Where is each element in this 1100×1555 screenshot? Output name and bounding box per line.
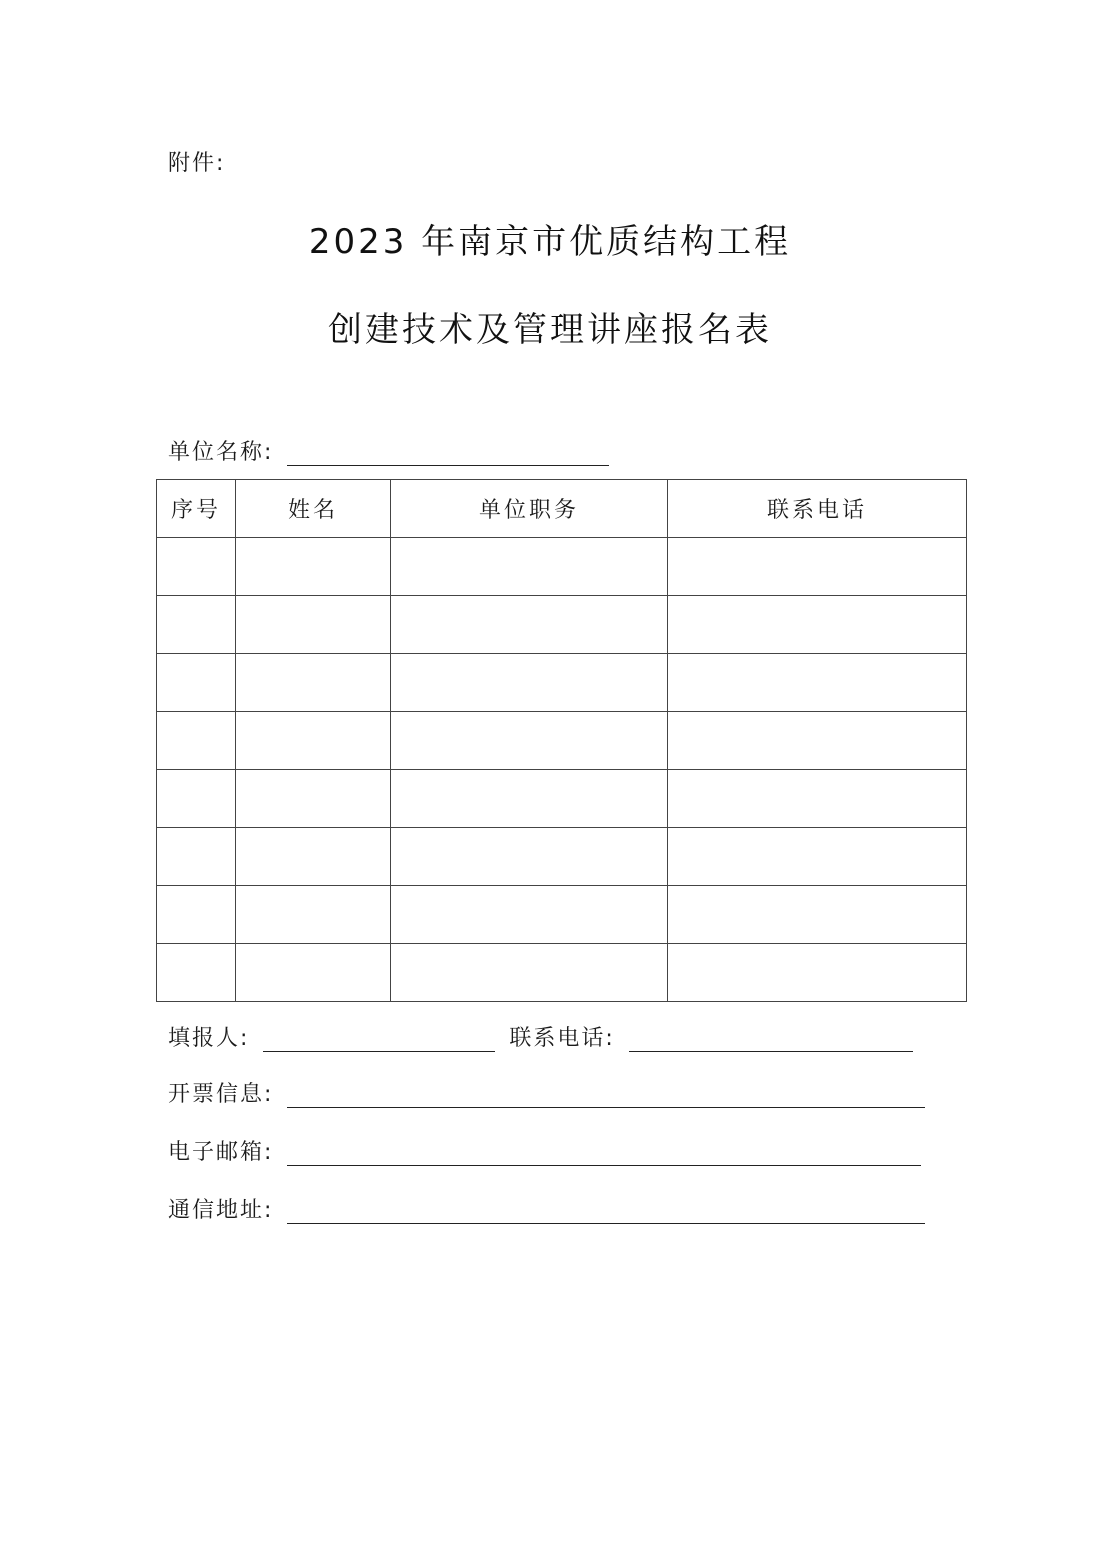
invoice-field (168, 1074, 925, 1108)
cell-name[interactable] (236, 596, 391, 654)
table-row (157, 770, 967, 828)
cell-unit-position[interactable] (391, 712, 668, 770)
cell-serial-number[interactable] (157, 828, 236, 886)
cell-serial-number[interactable] (157, 770, 236, 828)
form-title-line-1: 2023 年南京市优质结构工程 (308, 222, 792, 262)
cell-serial-number[interactable] (157, 712, 236, 770)
cell-name[interactable] (236, 944, 391, 1002)
email-blank[interactable] (287, 1135, 921, 1166)
cell-contact-phone[interactable] (668, 944, 967, 1002)
table-row (157, 596, 967, 654)
table-row (157, 654, 967, 712)
table-row (157, 712, 967, 770)
header-contact-phone: 联系电话 (668, 480, 967, 538)
cell-unit-position[interactable] (391, 538, 668, 596)
header-serial-number: 序号 (157, 480, 236, 538)
header-name: 姓名 (236, 480, 391, 538)
address-label: 通信地址: (168, 1198, 274, 1223)
cell-unit-position[interactable] (391, 596, 668, 654)
cell-unit-position[interactable] (391, 944, 668, 1002)
phone-blank[interactable] (629, 1021, 913, 1052)
table-row (157, 886, 967, 944)
header-unit-position: 单位职务 (391, 480, 668, 538)
cell-name[interactable] (236, 538, 391, 596)
attachment-label: 附件: (168, 151, 226, 176)
cell-serial-number[interactable] (157, 596, 236, 654)
phone-label: 联系电话: (509, 1026, 615, 1051)
cell-name[interactable] (236, 886, 391, 944)
cell-serial-number[interactable] (157, 538, 236, 596)
cell-serial-number[interactable] (157, 654, 236, 712)
filler-and-phone-field (168, 1018, 913, 1052)
address-blank[interactable] (287, 1193, 925, 1224)
filler-label: 填报人: (168, 1026, 250, 1051)
cell-serial-number[interactable] (157, 944, 236, 1002)
cell-serial-number[interactable] (157, 886, 236, 944)
cell-name[interactable] (236, 654, 391, 712)
unit-name-field (168, 432, 609, 466)
cell-contact-phone[interactable] (668, 596, 967, 654)
table-row (157, 944, 967, 1002)
invoice-label: 开票信息: (168, 1082, 274, 1107)
cell-unit-position[interactable] (391, 654, 668, 712)
unit-name-label: 单位名称: (168, 440, 274, 465)
form-title-line-2: 创建技术及管理讲座报名表 (328, 310, 772, 350)
unit-name-blank[interactable] (287, 435, 609, 466)
cell-name[interactable] (236, 828, 391, 886)
cell-contact-phone[interactable] (668, 538, 967, 596)
cell-contact-phone[interactable] (668, 654, 967, 712)
filler-blank[interactable] (263, 1021, 495, 1052)
cell-name[interactable] (236, 770, 391, 828)
invoice-blank[interactable] (287, 1077, 925, 1108)
cell-unit-position[interactable] (391, 828, 668, 886)
cell-contact-phone[interactable] (668, 770, 967, 828)
cell-contact-phone[interactable] (668, 712, 967, 770)
email-field (168, 1132, 921, 1166)
email-label: 电子邮箱: (168, 1140, 274, 1165)
cell-unit-position[interactable] (391, 886, 668, 944)
table-row (157, 828, 967, 886)
cell-unit-position[interactable] (391, 770, 668, 828)
cell-contact-phone[interactable] (668, 828, 967, 886)
table-row (157, 538, 967, 596)
registration-table (156, 479, 967, 1002)
cell-name[interactable] (236, 712, 391, 770)
table-header-row (157, 480, 967, 538)
cell-contact-phone[interactable] (668, 886, 967, 944)
address-field (168, 1190, 925, 1224)
